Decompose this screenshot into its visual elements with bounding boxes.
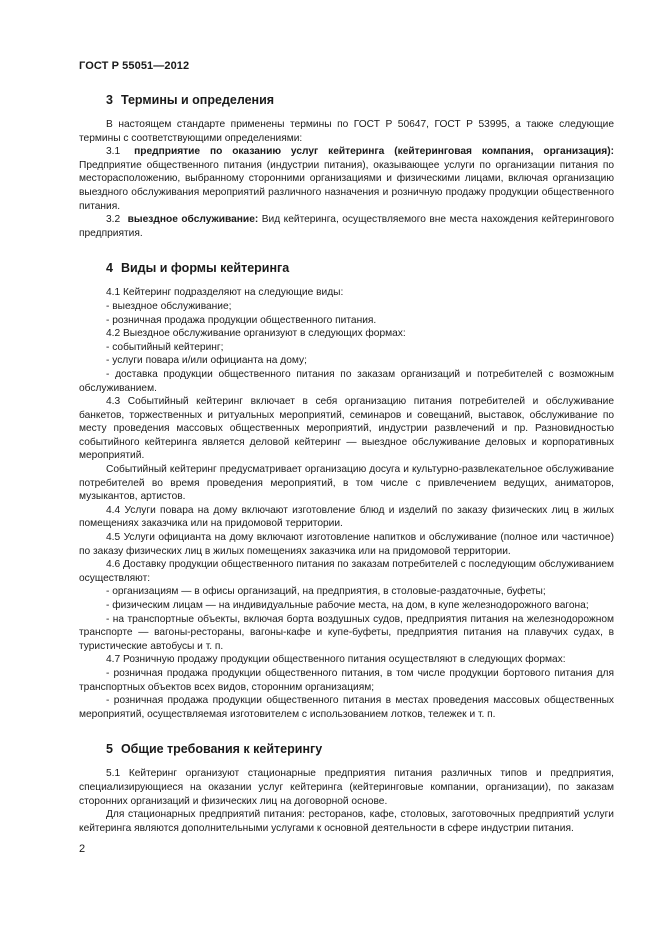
paragraph: 4.4 Услуги повара на дому включают изготовление блюд и изделий по заказу физических лиц в жилых помещениях заказчика или на придомовой территории. bbox=[79, 504, 614, 530]
paragraph: 4.2 Выездное обслуживание организуют в следующих формах: bbox=[106, 328, 406, 340]
section-number: 3 bbox=[106, 93, 113, 107]
list-item: - доставка продукции общественного питания по заказам организаций и потребителей с возможным обслуживанием. bbox=[79, 368, 614, 394]
section-title: Термины и определения bbox=[120, 93, 275, 107]
document-body bbox=[79, 92, 614, 835]
section-number: 4 bbox=[106, 261, 113, 276]
list-item: - розничная продажа продукции общественного питания в местах проведения массовых общественных мероприятий, осуществляемая изготовителем с использованием лотков, тележек и т. п. bbox=[79, 695, 614, 720]
section-title: Общие требования к кейтерингу bbox=[120, 742, 323, 757]
section-3-intro: В настоящем стандарте применены термины по ГОСТ Р 50647, ГОСТ Р 53995, а также следующие термины с соответствующими определениями: bbox=[79, 119, 614, 144]
paragraph: 4.5 Услуги официанта на дому включают изготовление напитков и обслуживание (полное или частичное) по заказу физических лиц в жилых помещениях заказчика или на придомовой территории. bbox=[79, 532, 614, 557]
paragraph: 4.1 Кейтеринг подразделяют на следующие виды: bbox=[106, 287, 344, 299]
section-title: Виды и формы кейтеринга bbox=[120, 261, 290, 276]
term-definition: Вид кейтеринга, осуществляемого вне места нахождения кейтерингового предприятия. bbox=[79, 214, 614, 239]
term-name: предприятие по оказанию услуг кейтеринга (кейтеринговая компания, организация): bbox=[134, 146, 614, 158]
paragraph: 4.6 Доставку продукции общественного питания по заказам потребителей с последующим обслуживанием осуществляют: bbox=[79, 559, 614, 584]
list-item: - выездное обслуживание; bbox=[106, 300, 232, 312]
page-number: 2 bbox=[79, 843, 86, 855]
paragraph: Событийный кейтеринг предусматривает организацию досуга и культурно-развлекательное обслуживание потребителей во время проведения мероприятий, в том числе с привлечением ведущих, аниматоров, музыкантов, артистов. bbox=[79, 464, 614, 503]
term-3-2 bbox=[79, 213, 614, 240]
term-name: выездное обслуживание: bbox=[127, 214, 259, 226]
section-number: 5 bbox=[106, 742, 113, 757]
list-item: - событийный кейтеринг; bbox=[106, 341, 224, 353]
list-item: - услуги повара и/или официанта на дому; bbox=[106, 355, 307, 367]
list-item: - физическим лицам — на индивидуальные рабочие места, на дом, в купе железнодорожного вагона; bbox=[106, 600, 589, 611]
section-3-heading bbox=[79, 92, 614, 108]
list-item: - организациям — в офисы организаций, на предприятия, в столовые-раздаточные, буфеты; bbox=[106, 586, 546, 598]
term-number: 3.2 bbox=[106, 214, 121, 226]
document-header: ГОСТ Р 55051—2012 bbox=[79, 60, 190, 72]
term-3-1 bbox=[79, 145, 614, 213]
paragraph: Для стационарных предприятий питания: ресторанов, кафе, столовых, заготовочных предприятий услуги кейтеринга являются дополнительными услугами к основной деятельности в сфере индустрии питания. bbox=[79, 809, 614, 834]
term-definition: Предприятие общественного питания (индустрии питания), оказывающее услуги по организации питания по месторасположению, выбранному сторонними организациями и физическими лицами, включая организацию выездного обслуживания мероприятий различного назначения и розничную продажу продукции общественного питания. bbox=[79, 159, 614, 212]
paragraph: 4.7 Розничную продажу продукции общественного питания осуществляют в следующих формах: bbox=[106, 654, 566, 666]
term-number: 3.1 bbox=[106, 146, 121, 158]
paragraph: 4.3 Событийный кейтеринг включает в себя организацию питания потребителей и обслуживание банкетов, торжественных и ритуальных мероприятий, семинаров и совещаний, выставок, обслуживание по месту проведения массовых общественных мероприятий, индустрии развлечений и пр. Разновидностью событийного кейтеринга является деловой кейтеринг — выездное обслуживание деловых и корпоративных мероприятий. bbox=[79, 396, 614, 462]
paragraph: 5.1 Кейтеринг организуют стационарные предприятия питания различных типов и предприятия, специализирующиеся на оказании услуг кейтеринга (кейтеринговые компании, организации), по заказам сторонних организаций и физических лиц на договорной основе. bbox=[79, 768, 614, 807]
section-5-heading bbox=[79, 741, 614, 757]
section-4-heading bbox=[79, 260, 614, 276]
list-item: - розничная продажа продукции общественного питания. bbox=[106, 314, 377, 326]
list-item: - на транспортные объекты, включая борта воздушных судов, предприятия питания на железнодорожном транспорте — вагоны-рестораны, вагоны-кафе и купе-буфеты, предприятия питания на плавучих судах, в туристические автобусы и т. п. bbox=[79, 613, 614, 652]
list-item: - розничная продажа продукции общественного питания, в том числе продукции бортового питания для транспортных объектов всех видов, сторонним организациям; bbox=[79, 667, 614, 693]
